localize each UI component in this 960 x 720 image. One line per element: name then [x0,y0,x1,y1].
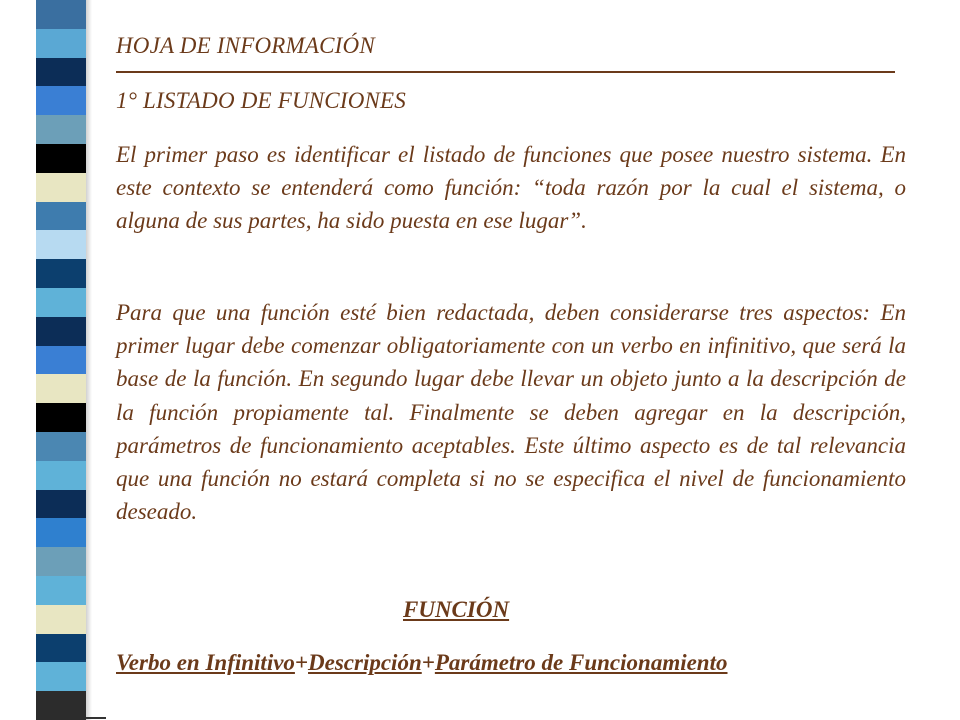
formula-plus-2: + [421,650,435,675]
formula-description: Descripción [308,650,422,675]
formula-plus-1: + [294,650,309,675]
formula-verb: Verbo en Infinitivo [116,650,295,675]
paragraph-definition: El primer paso es identificar el listado de funciones que posee nuestro sistema. En este contexto se entenderá como función: “toda razón por la cual el sistema, o alguna de sus partes, ha sido puesta en ese lugar”. [116,142,906,234]
paragraph-aspects: Para que una función esté bien redactada, deben considerarse tres aspectos: En primer lugar debe comenzar obligatoriamente con un verbo en infinitivo, que será la base de la función. En segundo lugar debe llevar un objeto junto a la descripción de la función propiamente tal. Finalmente se deben agregar en la descripción, parámetros de funcionamiento aceptables. Este último aspecto es de tal relevancia que una función no estará completa si no se especifica el nivel de funcionamiento deseado. [116,300,906,525]
stripe-segment [36,374,86,403]
stripe-segment [36,115,86,144]
stripe-segment [36,86,86,115]
stripe-segment [36,461,86,490]
stripe-segment [36,317,86,346]
stripe-segment [36,202,86,231]
stripe-segment [36,58,86,87]
formula-title: FUNCIÓN [403,597,510,622]
decorative-stripe-bar [36,0,86,720]
stripe-segment [36,662,86,691]
stripe-segment [36,173,86,202]
stripe-segment [36,29,86,58]
stripe-segment [36,547,86,576]
stripe-segment [36,144,86,173]
stripe-segment [36,576,86,605]
stripe-segment [36,0,86,29]
formula-parameter: Parámetro de Funcionamiento [434,650,728,675]
stripe-segment [36,403,86,432]
stripe-segment [36,259,86,288]
function-formula [116,650,728,676]
bottom-edge-line [86,717,106,719]
stripe-segment [36,518,86,547]
stripe-segment [36,346,86,375]
stripe-segment [36,230,86,259]
stripe-segment [36,288,86,317]
stripe-bar-shadow [86,0,92,720]
stripe-segment [36,634,86,663]
stripe-segment [36,490,86,519]
stripe-segment [36,605,86,634]
slide-content [116,0,906,720]
section-heading: 1° LISTADO DE FUNCIONES [116,88,407,113]
stripe-segment [36,691,86,720]
slide-title: HOJA DE INFORMACIÓN [116,33,375,58]
stripe-segment [36,432,86,461]
title-underline-rule [116,71,895,73]
